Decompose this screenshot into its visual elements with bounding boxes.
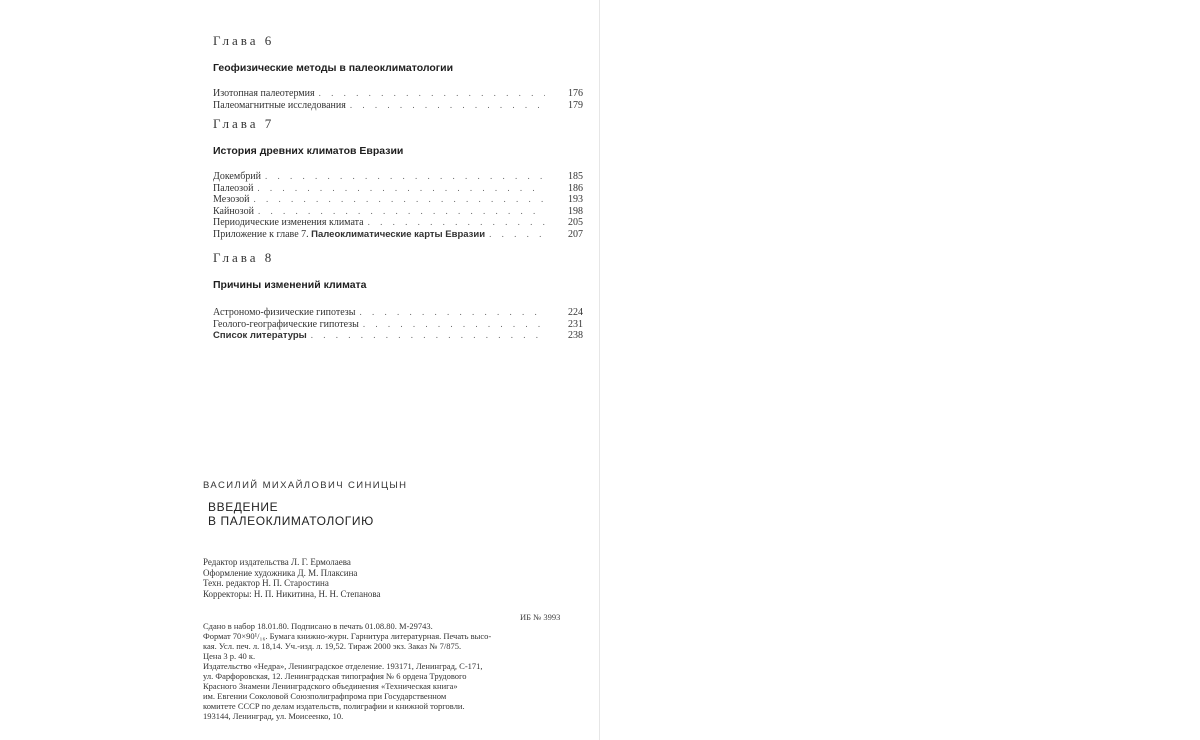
credit-line: Оформление художника Д. М. Плаксина bbox=[203, 567, 358, 578]
toc-list bbox=[213, 171, 583, 240]
toc-entry-page: 205 bbox=[568, 217, 583, 228]
dot-leader bbox=[359, 307, 545, 319]
toc-entry-page: 231 bbox=[568, 318, 583, 330]
editorial-credits bbox=[203, 557, 381, 599]
toc-entry[interactable] bbox=[213, 194, 583, 206]
credit-line: Редактор издательства Л. Г. Ермолаева bbox=[203, 557, 351, 567]
toc-entry[interactable] bbox=[213, 171, 583, 183]
book-title-line: В ПАЛЕОКЛИМАТОЛОГИЮ bbox=[208, 514, 374, 528]
dot-leader bbox=[363, 319, 545, 331]
chapter-title: Геофизические методы в палеоклиматологии bbox=[213, 62, 454, 74]
appendix-title: Палеоклиматические карты Евразии bbox=[311, 228, 486, 240]
toc-entry-title: Палеозой bbox=[213, 182, 254, 194]
imprint-line: им. Евгении Соколовой Союзполиграфпрома при Государственном bbox=[203, 691, 447, 701]
toc-list bbox=[213, 307, 583, 342]
toc-entry[interactable] bbox=[213, 217, 583, 229]
imprint-line: ул. Фарфоровская, 12. Ленинградская типография № 6 ордена Трудового bbox=[203, 671, 467, 681]
toc-entry-page: 186 bbox=[568, 182, 583, 194]
toc-entry-page: 207 bbox=[568, 228, 583, 240]
toc-entry-title: Изотопная палеотермия bbox=[213, 88, 315, 99]
toc-entry-page: 176 bbox=[568, 88, 583, 99]
dot-leader bbox=[319, 88, 545, 100]
appendix-prefix: Приложение к главе 7. bbox=[213, 228, 309, 240]
toc-entry-page: 238 bbox=[568, 330, 583, 341]
chapter-7-section bbox=[213, 116, 583, 240]
dot-leader bbox=[311, 330, 545, 342]
toc-entry[interactable] bbox=[213, 330, 583, 342]
book-title-line: ВВЕДЕНИЕ bbox=[208, 500, 279, 514]
toc-entry[interactable] bbox=[213, 319, 583, 331]
imprint-line: Сдано в набор 18.01.80. Подписано в печать 01.08.80. М-29743. bbox=[203, 621, 433, 631]
chapter-label: Глава 7 bbox=[213, 116, 275, 131]
dot-leader bbox=[265, 171, 545, 183]
imprint-line: комитете СССР по делам издательств, полиграфии и книжной торговли. bbox=[203, 701, 465, 711]
chapter-6-section bbox=[213, 33, 583, 111]
toc-entry-page: 198 bbox=[568, 205, 583, 217]
toc-entry[interactable] bbox=[213, 100, 583, 112]
toc-entry-page: 179 bbox=[568, 99, 583, 111]
dot-leader bbox=[350, 100, 545, 112]
toc-entry-title bbox=[213, 229, 485, 241]
toc-entry-title: Кайнозой bbox=[213, 205, 254, 217]
dot-leader bbox=[257, 183, 545, 195]
chapter-title: Причины изменений климата bbox=[213, 279, 367, 291]
toc-entry[interactable] bbox=[213, 206, 583, 218]
toc-entry-title: Палеомагнитные исследования bbox=[213, 99, 346, 111]
toc-entry-title bbox=[213, 330, 307, 342]
toc-entry-title: Астрономо-физические гипотезы bbox=[213, 307, 356, 318]
dot-leader bbox=[489, 229, 545, 241]
imprint-line: Цена 3 р. 40 к. bbox=[203, 651, 256, 661]
toc-entry-page: 193 bbox=[568, 194, 583, 205]
toc-entry-page: 185 bbox=[568, 171, 583, 182]
chapter-8-section bbox=[213, 250, 583, 342]
dot-leader bbox=[368, 217, 545, 229]
toc-entry[interactable] bbox=[213, 183, 583, 195]
imprint-line: кая. Усл. печ. л. 18,14. Уч.-изд. л. 19,52. Тираж 2000 экз. Заказ № 7/875. bbox=[203, 641, 462, 651]
credit-line: Корректоры: Н. П. Никитина, Н. Н. Степанова bbox=[203, 588, 381, 599]
book-author: ВАСИЛИЙ МИХАЙЛОВИЧ СИНИЦЫН bbox=[203, 480, 408, 491]
chapter-label: Глава 6 bbox=[213, 33, 275, 48]
toc-entry-page: 224 bbox=[568, 307, 583, 318]
toc-entry-title: Мезозой bbox=[213, 194, 250, 205]
publisher-id-number: ИБ № 3993 bbox=[520, 612, 561, 622]
dot-leader bbox=[258, 206, 545, 218]
toc-list bbox=[213, 88, 583, 111]
imprint-line: Формат 70×90¹/₁₆. Бумага книжно-журн. Гарнитура литературная. Печать высо- bbox=[203, 631, 492, 641]
toc-entry[interactable] bbox=[213, 88, 583, 100]
book-title bbox=[208, 500, 374, 528]
imprint-line: 193144, Ленинград, ул. Моисеенко, 10. bbox=[203, 711, 344, 721]
imprint-line: Красного Знамени Ленинградского объединения «Техническая книга» bbox=[203, 681, 458, 691]
toc-entry-title: Периодические изменения климата bbox=[213, 217, 364, 228]
dot-leader bbox=[253, 194, 545, 206]
imprint-line: Издательство «Недра», Ленинградское отделение. 193171, Ленинград, С-171, bbox=[203, 661, 483, 671]
toc-entry[interactable] bbox=[213, 307, 583, 319]
credit-line: Техн. редактор Н. П. Старостина bbox=[203, 578, 329, 588]
imprint-block bbox=[203, 621, 579, 721]
toc-entry-title: Геолого-географические гипотезы bbox=[213, 318, 359, 330]
toc-entry-title: Докембрий bbox=[213, 171, 261, 182]
bibliography-title: Список литературы bbox=[213, 330, 307, 341]
chapter-label: Глава 8 bbox=[213, 250, 275, 265]
chapter-title: История древних климатов Евразии bbox=[213, 145, 404, 157]
right-page-blank bbox=[600, 0, 1200, 740]
toc-entry[interactable] bbox=[213, 229, 583, 241]
